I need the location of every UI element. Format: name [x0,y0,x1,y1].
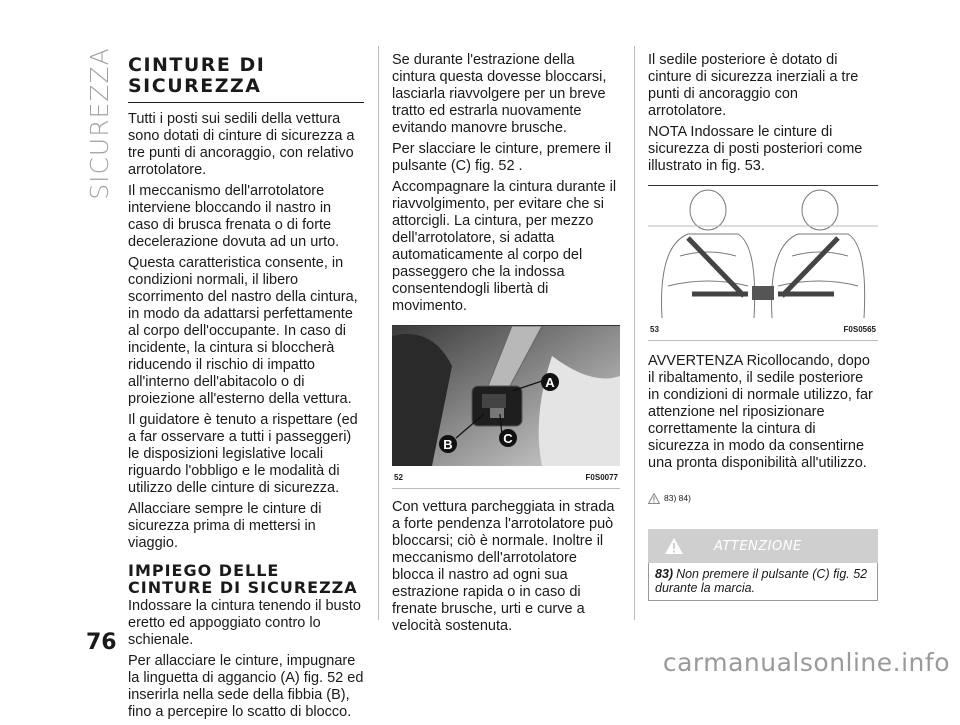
column-2 [392,52,620,639]
warning-box [648,529,878,601]
page-number: 76 [86,630,117,655]
figure-52 [392,325,620,489]
paragraph: Il sedile posteriore è dotato di cinture di sicurezza inerziali a tre punti di ancoraggio con arrotolatore. [648,52,859,119]
callout-c [499,429,517,447]
section-tab-label: SICUREZZA [84,46,114,200]
figure-53 [648,185,878,341]
column-1 [128,55,364,725]
paragraph: Indossare la cintura tenendo il busto eretto ed appoggiato contro lo schienale. [128,598,361,648]
section-tab [84,48,114,198]
column-divider [378,46,379,620]
warning-body [648,563,878,601]
warning-triangle-icon [648,493,660,504]
paragraph: Accompagnare la cintura durante il riavvolgimento, per evitare che si attorcigli. La cintura, per mezzo dell'arrotolatore, si adatta automaticamente al corpo del passeggero che la indossa consentendogli libertà di movimento. [392,179,617,314]
figure-number: 52 [394,473,403,482]
figure-code: F0S0565 [843,325,876,334]
warning-triangle-icon [664,537,684,555]
section-title: CINTURE DI SICUREZZA [128,55,364,103]
watermark: carmanualsonline.info [662,648,950,677]
figure-caption [392,466,620,489]
paragraph: Questa caratteristica consente, in condizioni normali, il libero scorrimento del nastro della cintura, in modo da adattarsi perfettamente al corpo dell'occupante. In caso di incidente, la cintura si bloccherà riducendo il rischio di impatto all'interno dell'abitacolo o di proiezione all'esterno della vettura. [128,255,358,407]
paragraph: NOTA Indossare le cinture di sicurezza di posti posteriori come illustrato in fig. 53. [648,124,863,174]
seatbelt-buckle-photo [392,326,620,466]
paragraph: Tutti i posti sui sedili della vettura sono dotati di cinture di sicurezza a tre punti di ancoraggio, con relativo arrotolatore. [128,111,355,178]
callout-b [439,435,457,453]
paragraph: Se durante l'estrazione della cintura questa dovesse bloccarsi, lasciarla riavvolgere per un breve tratto ed estrarla nuovamente evitando manovre brusche. [392,52,607,136]
warning-header [648,529,878,563]
paragraph: Allacciare sempre le cinture di sicurezza prima di mettersi in viaggio. [128,501,322,551]
warning-text: Non premere il pulsante (C) fig. 52 durante la marcia. [655,567,868,595]
callout-a [541,373,559,391]
svg-text:A: A [545,375,555,390]
paragraph: AVVERTENZA Ricollocando, dopo il ribaltamento, il sedile posteriore in condizioni di normale utilizzo, far attenzione nel riposizionare correttamente la cintura di sicurezza in modo da consentirne una pronta disponibilità all'utilizzo. [648,353,873,471]
paragraph: Per allacciare le cinture, impugnare la linguetta di aggancio (A) fig. 52 ed inserirla nella sede della fibbia (B), fino a percepire lo scatto di blocco. [128,653,364,720]
note-references [648,490,878,507]
column-3 [648,52,878,601]
column-divider [634,46,635,620]
warning-ref: 83) [655,567,674,581]
svg-text:B: B [443,437,453,452]
subsection-title: IMPIEGO DELLE CINTURE DI SICUREZZA [128,561,358,597]
paragraph: Il guidatore è tenuto a rispettare (ed a far osservare a tutti i passeggeri) le disposizioni legislative locali riguardo l'obbligo e le modalità di utilizzo delle cinture di sicurezza. [128,412,358,496]
figure-number: 53 [650,325,659,334]
rear-seats-illustration [648,186,878,318]
svg-text:C: C [503,431,513,446]
paragraph: Con vettura parcheggiata in strada a forte pendenza l'arrotolatore può bloccarsi; ciò è normale. Inoltre il meccanismo dell'arrotolatore blocca il nastro ad ogni sua estrazione rapida o in caso di frenate brusche, urti e curve a velocità sostenuta. [392,499,615,634]
paragraph: Il meccanismo dell'arrotolatore interviene bloccando il nastro in caso di brusca frenata o di forte decelerazione dovuta ad un urto. [128,183,340,250]
paragraph: Per slacciare le cinture, premere il pulsante (C) fig. 52 . [392,141,612,174]
figure-caption [648,318,878,341]
note-refs-text: 83) 84) [664,493,691,503]
warning-title: ATTENZIONE [714,538,802,554]
figure-code: F0S0077 [585,473,618,482]
